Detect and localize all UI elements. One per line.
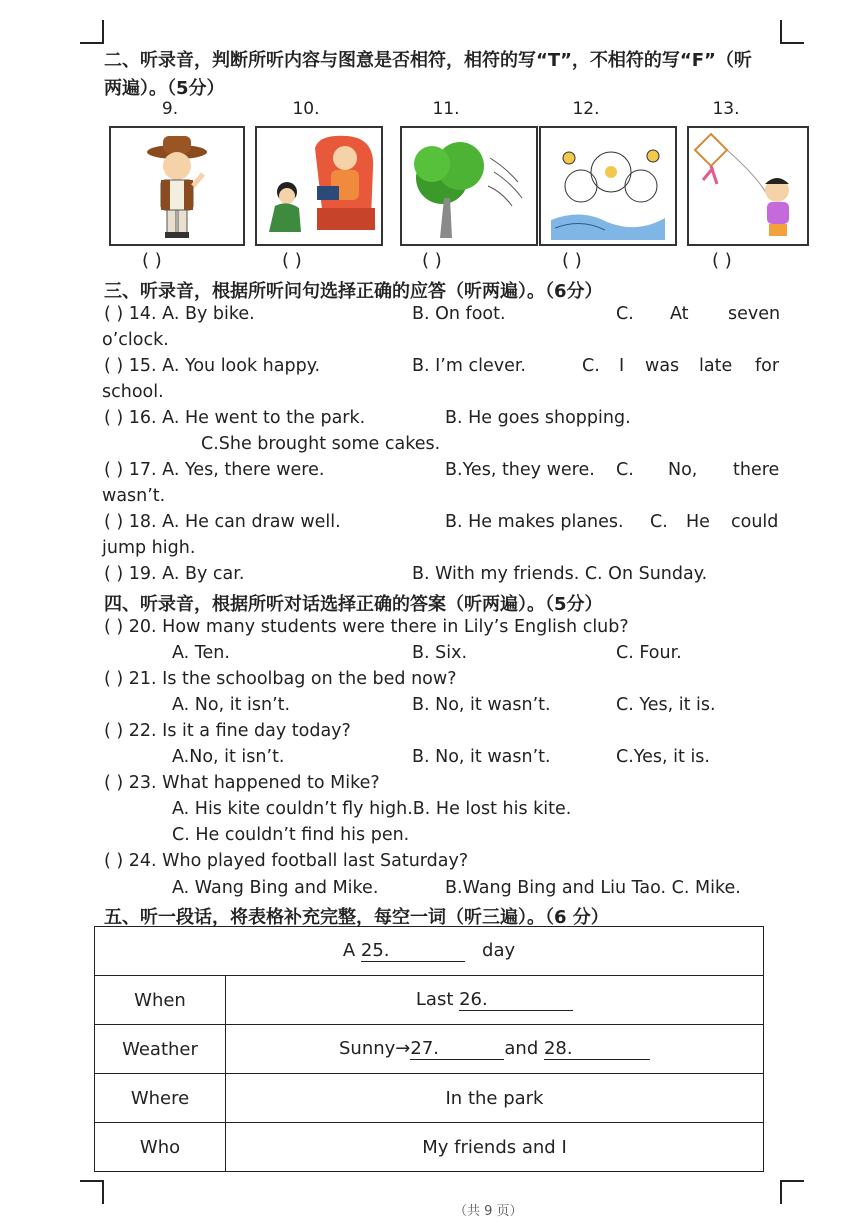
section5-title: 五、听一段话，将表格补充完整，每空一词（听三遍）。（6 分） <box>104 907 609 928</box>
q22-stem: ( ) 22. Is it a fine day today? <box>104 721 351 741</box>
q22-option-b: B. No, it wasn’t. <box>412 747 551 767</box>
picture-reading-story <box>255 126 383 246</box>
q20-stem: ( ) 20. How many students were there in Lily’s English club? <box>104 617 629 637</box>
q20-option-a: A. Ten. <box>172 643 230 663</box>
table-header-cell <box>95 927 764 976</box>
q16-stem: ( ) 16. A. He went to the park. <box>104 408 366 428</box>
q17-option-c: C. <box>616 460 634 480</box>
q20-option-b: B. Six. <box>412 643 468 663</box>
picture-cowboy <box>109 126 245 246</box>
row-value-where: In the park <box>226 1074 764 1123</box>
section2-title-line2: 两遍）。（5分） <box>104 78 225 99</box>
q21-option-b: B. No, it wasn’t. <box>412 695 551 715</box>
q23-option-c: C. He couldn’t find his pen. <box>172 825 410 845</box>
q18-stem: ( ) 18. A. He can draw well. <box>104 512 341 532</box>
row-label-weather: Weather <box>95 1025 226 1074</box>
q14-option-c: C. <box>616 304 634 324</box>
section4-title: 四、听录音，根据所听对话选择正确的答案（听两遍）。（5分） <box>104 594 603 615</box>
q18-option-c: C. <box>650 512 668 532</box>
q22-option-a: A.No, it isn’t. <box>172 747 285 767</box>
answer-paren-13[interactable]: ( ) <box>712 250 732 271</box>
picture-flying-kite <box>687 126 809 246</box>
q16-option-b: B. He goes shopping. <box>445 408 631 428</box>
item-number-13: 13. <box>712 99 740 119</box>
section2-title-line1: 二、听录音，判断所听内容与图意是否相符，相符的写“T”，不相符的写“F”（听 <box>104 50 752 71</box>
q14-cont: o’clock. <box>102 330 169 350</box>
item-number-10: 10. <box>292 99 320 119</box>
page-footer: （共 9 页） <box>454 1204 523 1219</box>
q15-option-c-w2: was <box>645 356 680 376</box>
q14-option-c-w1: At <box>670 304 689 324</box>
q23-option-ab: A. His kite couldn’t fly high.B. He lost his kite. <box>172 799 572 819</box>
q19-stem: ( ) 19. A. By car. <box>104 564 245 584</box>
q17-option-c-w2: there <box>733 460 780 480</box>
crop-mark-top-right <box>780 20 804 44</box>
q15-option-c-w1: I <box>619 356 625 376</box>
answer-paren-11[interactable]: ( ) <box>422 250 442 271</box>
q15-option-c: C. <box>582 356 600 376</box>
section3-title: 三、听录音，根据所听问句选择正确的应答（听两遍）。（6分） <box>104 281 603 302</box>
blank-28[interactable]: 28. <box>544 1038 650 1060</box>
blank-26[interactable]: 26. <box>459 989 573 1011</box>
answer-paren-12[interactable]: ( ) <box>562 250 582 271</box>
row-value-weather: Sunny→27. and 28. <box>226 1025 764 1074</box>
blank-25[interactable]: 25. <box>361 940 465 962</box>
q19-option-bc: B. With my friends. C. On Sunday. <box>412 564 708 584</box>
row-label-where: Where <box>95 1074 226 1123</box>
header-suffix: day <box>482 940 516 961</box>
q21-stem: ( ) 21. Is the schoolbag on the bed now? <box>104 669 457 689</box>
answer-paren-10[interactable]: ( ) <box>282 250 302 271</box>
row-value-who: My friends and I <box>226 1123 764 1172</box>
blank-27[interactable]: 27. <box>410 1038 504 1060</box>
q18-option-c-w2: could <box>731 512 779 532</box>
q24-option-a: A. Wang Bing and Mike. <box>172 878 379 898</box>
fill-in-table <box>94 926 764 1172</box>
row-label-who: Who <box>95 1123 226 1172</box>
crop-mark-bottom-left <box>80 1180 104 1204</box>
q21-option-c: C. Yes, it is. <box>616 695 716 715</box>
q15-option-c-w4: for <box>755 356 780 376</box>
q18-cont: jump high. <box>102 538 196 558</box>
row-value-when: Last 26. <box>226 976 764 1025</box>
q23-stem: ( ) 23. What happened to Mike? <box>104 773 380 793</box>
picture-tree-windy <box>400 126 538 246</box>
answer-paren-9[interactable]: ( ) <box>142 250 162 271</box>
q14-option-b: B. On foot. <box>412 304 506 324</box>
q22-option-c: C.Yes, it is. <box>616 747 710 767</box>
q24-stem: ( ) 24. Who played football last Saturday? <box>104 851 469 871</box>
item-number-12: 12. <box>572 99 600 119</box>
q17-cont: wasn’t. <box>102 486 166 506</box>
picture-flowers-bees <box>539 126 677 246</box>
q24-option-bc: B.Wang Bing and Liu Tao. C. Mike. <box>445 878 741 898</box>
q14-stem: ( ) 14. A. By bike. <box>104 304 255 324</box>
q18-option-b: B. He makes planes. <box>445 512 624 532</box>
q18-option-c-w1: He <box>686 512 710 532</box>
q15-option-c-w3: late <box>699 356 733 376</box>
q15-option-b: B. I’m clever. <box>412 356 526 376</box>
q15-cont: school. <box>102 382 164 402</box>
crop-mark-bottom-right <box>780 1180 804 1204</box>
header-prefix: A <box>342 940 361 961</box>
q17-option-c-w1: No, <box>668 460 698 480</box>
crop-mark-top-left <box>80 20 104 44</box>
q14-option-c-w2: seven <box>728 304 781 324</box>
q20-option-c: C. Four. <box>616 643 682 663</box>
q15-stem: ( ) 15. A. You look happy. <box>104 356 321 376</box>
q17-stem: ( ) 17. A. Yes, there were. <box>104 460 325 480</box>
row-label-when: When <box>95 976 226 1025</box>
q21-option-a: A. No, it isn’t. <box>172 695 291 715</box>
q16-option-c: C.She brought some cakes. <box>201 434 441 454</box>
q17-option-b: B.Yes, they were. <box>445 460 595 480</box>
item-number-11: 11. <box>432 99 460 119</box>
item-number-9: 9. <box>161 99 179 119</box>
